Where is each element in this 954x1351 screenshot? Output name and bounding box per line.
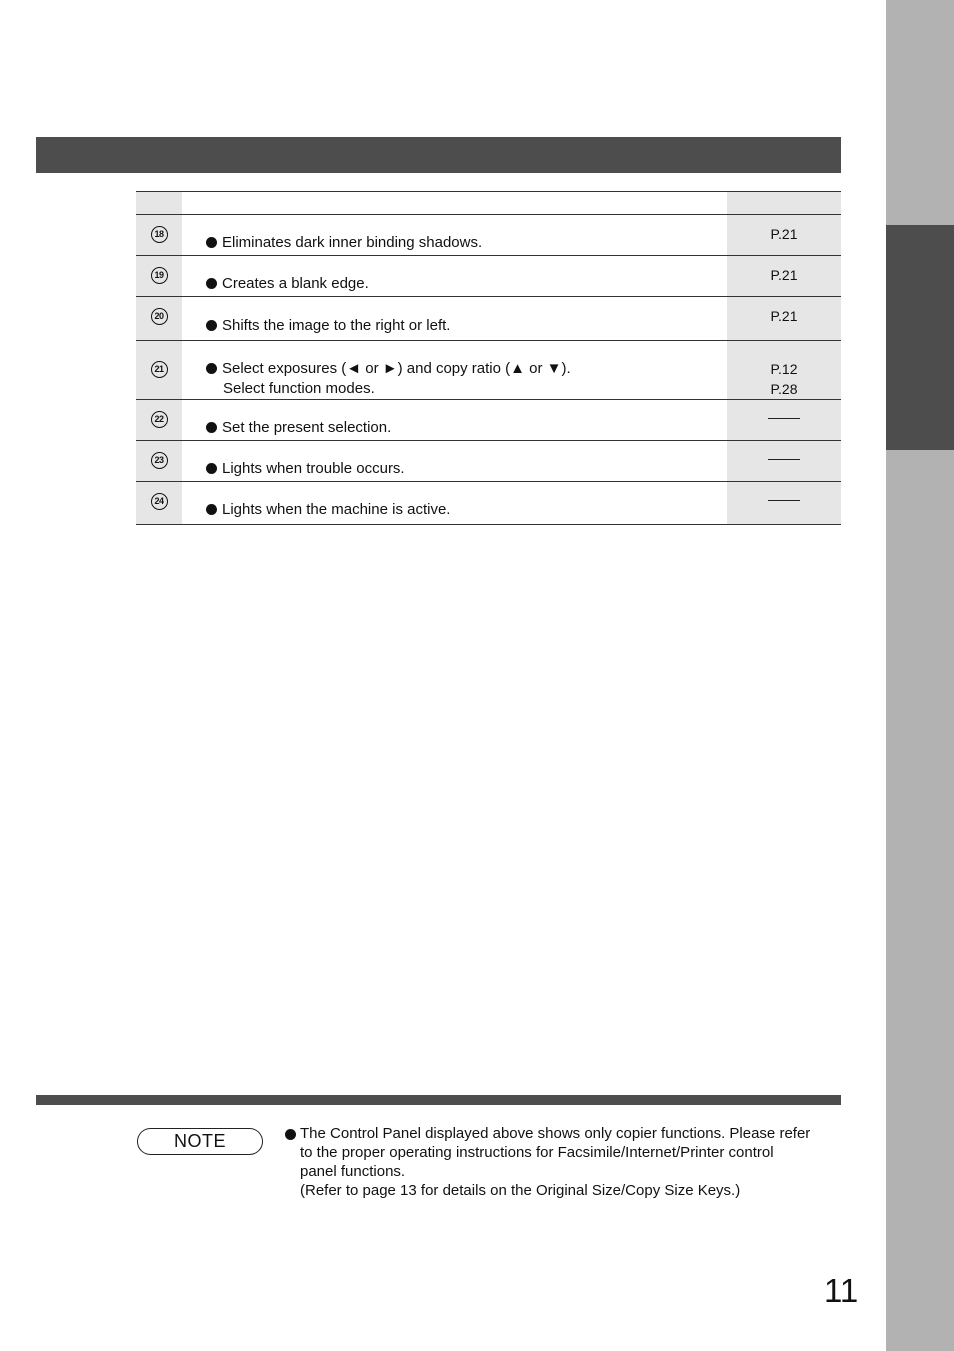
table-header-row [136,191,841,215]
bullet-icon [285,1129,296,1140]
item-number: 21 [151,361,168,378]
page-reference: P.21 [770,267,798,283]
item-number: 20 [151,308,168,325]
section-header-bar [36,137,841,173]
item-number: 22 [151,411,168,428]
item-number: 23 [151,452,168,469]
item-number: 19 [151,267,168,284]
table-row [136,341,841,400]
table-row [136,400,841,441]
item-description: Eliminates dark inner binding shadows. [206,233,482,253]
page-reference: P.12 [770,361,798,377]
side-tab-bottom [886,450,954,1351]
table-row [136,482,841,525]
bullet-icon [206,504,217,515]
page-reference: P.21 [770,308,798,324]
header-page-cell [727,192,841,214]
function-table [136,191,841,525]
bullet-icon [206,363,217,374]
item-description: Set the present selection. [206,418,391,438]
bullet-icon [206,237,217,248]
table-row [136,215,841,256]
no-page-dash [768,418,800,419]
item-description: Shifts the image to the right or left. [206,316,450,336]
bullet-icon [206,278,217,289]
page-number: 11 [824,1272,859,1309]
item-description-sub: Select function modes. [223,380,375,397]
header-num-cell [136,192,182,214]
table-row [136,256,841,297]
side-tab-top [886,0,954,225]
no-page-dash [768,500,800,501]
note-text: The Control Panel displayed above shows only copier functions. Please refer to the proper operating instructions for Facsimile/Internet/Printer control panel functions. (Refer to page 13 for details on the Original Size/Copy Size Keys.) [300,1125,811,1199]
table-row [136,441,841,482]
note-label: NOTE [137,1128,263,1155]
table-row [136,297,841,341]
item-description: Lights when the machine is active. [206,500,450,520]
note-divider-bar [36,1095,841,1105]
header-desc-cell [182,192,727,214]
item-description: Select exposures (◄ or ►) and copy ratio (▲ or ▼). [206,359,571,379]
no-page-dash [768,459,800,460]
item-number: 24 [151,493,168,510]
bullet-icon [206,320,217,331]
bullet-icon [206,463,217,474]
bullet-icon [206,422,217,433]
page-reference: P.28 [770,381,798,397]
page-reference: P.21 [770,226,798,242]
item-description: Lights when trouble occurs. [206,459,405,479]
item-number: 18 [151,226,168,243]
side-tab-active [886,225,954,450]
item-description: Creates a blank edge. [206,274,369,294]
